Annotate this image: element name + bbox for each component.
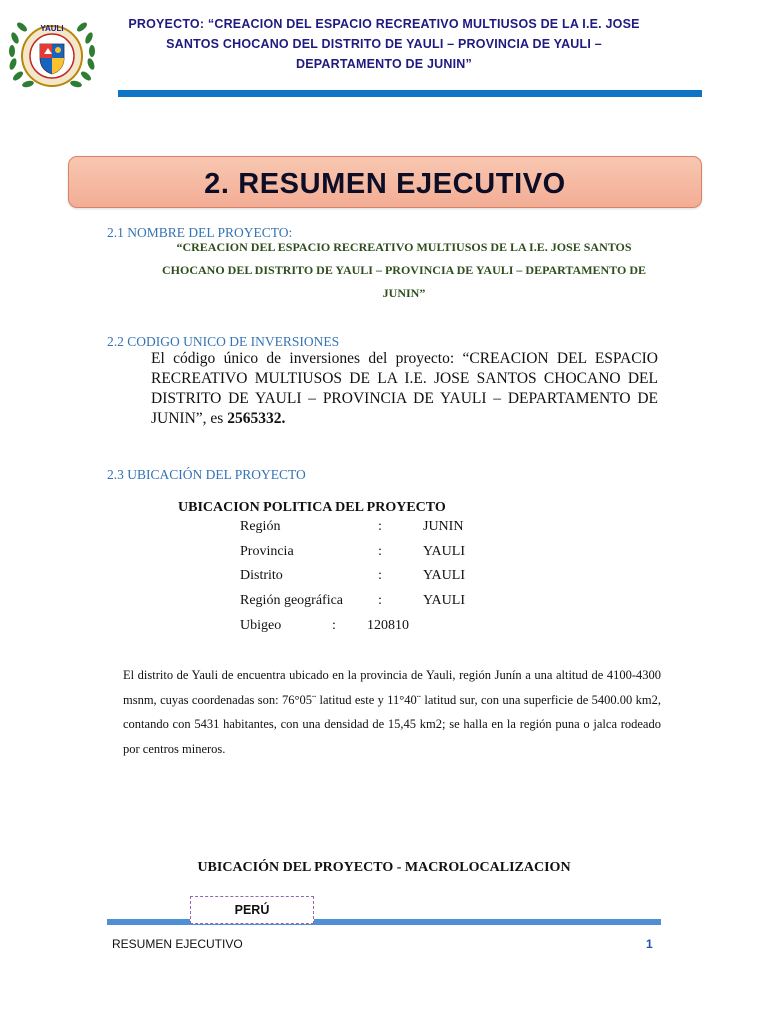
location-sep: : <box>378 519 382 534</box>
section-title-box <box>68 156 702 208</box>
investment-code-text: El código único de inversiones del proyecto: “CREACION DEL ESPACIO RECREATIVO MULTIUSOS DE LA I.E. JOSE SANTOS CHOCANO DEL DISTRITO DE YAULI – PROVINCIA DE YAULI – DEPARTAMENTO DE JUNIN”, es <box>151 350 658 427</box>
section-heading-2-2: 2.2 CODIGO UNICO DE INVERSIONES <box>107 334 340 349</box>
header-rule <box>118 90 702 97</box>
location-value: 120810 <box>367 618 409 633</box>
project-header <box>110 14 658 74</box>
location-value: JUNIN <box>423 519 464 534</box>
location-sep: : <box>378 544 382 559</box>
svg-text:YAULI: YAULI <box>40 24 64 33</box>
section-heading-2-1: 2.1 NOMBRE DEL PROYECTO: <box>107 225 293 240</box>
header-line: SANTOS CHOCANO DEL DISTRITO DE YAULI – PROVINCIA DE YAULI – <box>166 37 602 51</box>
location-label: Región <box>240 519 281 534</box>
page-number: 1 <box>646 937 653 951</box>
location-label: Provincia <box>240 544 294 559</box>
political-location-title: UBICACION POLITICA DEL PROYECTO <box>178 500 446 515</box>
municipality-logo <box>4 10 100 96</box>
investment-code: 2565332. <box>227 410 286 427</box>
location-sep: : <box>378 593 382 608</box>
location-value: YAULI <box>423 544 465 559</box>
location-sep: : <box>378 568 382 583</box>
map-label-peru: PERÚ <box>190 896 314 924</box>
location-value: YAULI <box>423 593 465 608</box>
location-label: Distrito <box>240 568 283 583</box>
macrolocation-title: UBICACIÓN DEL PROYECTO - MACROLOCALIZACION <box>197 860 571 875</box>
project-name-line: “CREACION DEL ESPACIO RECREATIVO MULTIUSOS DE LA I.E. JOSE SANTOS <box>176 240 632 254</box>
location-sep: : <box>332 618 336 633</box>
location-label: Ubigeo <box>240 618 282 633</box>
project-name <box>130 236 678 305</box>
investment-code-paragraph <box>151 349 658 429</box>
section-heading-2-3: 2.3 UBICACIÓN DEL PROYECTO <box>107 467 306 482</box>
header-line: DEPARTAMENTO DE JUNIN” <box>296 57 472 71</box>
footer-section-name: RESUMEN EJECUTIVO <box>112 937 243 951</box>
header-line: PROYECTO: “CREACION DEL ESPACIO RECREATIVO MULTIUSOS DE LA I.E. JOSE <box>128 17 640 31</box>
page-title: 2. RESUMEN EJECUTIVO <box>204 168 566 200</box>
district-description: El distrito de Yauli de encuentra ubicado en la provincia de Yauli, región Junín a una altitud de 4100-4300 msnm, cuyas coordenadas son: 76°05¨ latitud este y 11°40¨ latitud sur, con una superficie de 5400.00 km2, contando con 5431 habitantes, con una densidad de 15,45 km2; se halla en la región puna o jalca rodeado por centros mineros. <box>123 668 661 756</box>
project-name-line: CHOCANO DEL DISTRITO DE YAULI – PROVINCIA DE YAULI – DEPARTAMENTO DE <box>162 263 646 277</box>
project-name-line: JUNIN” <box>382 286 426 300</box>
location-value: YAULI <box>423 568 465 583</box>
location-label: Región geográfica <box>240 593 344 608</box>
